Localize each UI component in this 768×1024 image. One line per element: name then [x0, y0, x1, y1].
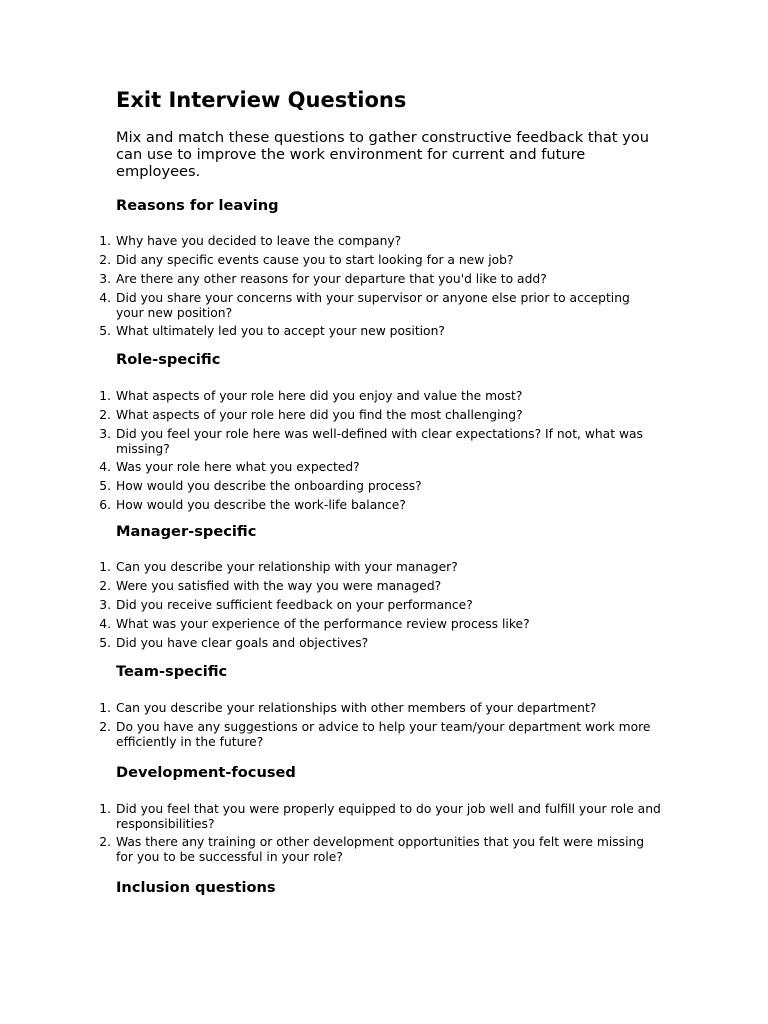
list-item — [99, 408, 661, 423]
list-item-number: 1. — [99, 802, 111, 816]
list-item-number: 1. — [99, 560, 111, 574]
list-item-number: 2. — [99, 253, 111, 267]
list-item-text: Do you have any suggestions or advice to help your team/your department work more efficiently in the future? — [116, 720, 651, 749]
list-item — [99, 598, 661, 613]
list-item — [99, 253, 661, 268]
section-heading-role-specific: Role-specific — [116, 351, 221, 368]
list-item-number: 1. — [99, 701, 111, 715]
list-item — [99, 802, 661, 832]
list-item — [99, 636, 661, 651]
list-item-number: 2. — [99, 579, 111, 593]
list-item-number: 3. — [99, 598, 111, 612]
section-heading-inclusion-questions: Inclusion questions — [116, 879, 276, 896]
list-item — [99, 427, 661, 457]
list-item-number: 4. — [99, 460, 111, 474]
list-item-text: Can you describe your relationship with your manager? — [116, 560, 458, 574]
list-item-text: How would you describe the onboarding process? — [116, 479, 422, 493]
list-item-number: 6. — [99, 498, 111, 512]
list-item — [99, 579, 661, 594]
question-list-manager-specific — [99, 560, 661, 651]
section-heading-development-focused: Development-focused — [116, 764, 296, 781]
list-item-number: 5. — [99, 636, 111, 650]
list-item — [99, 324, 661, 339]
list-item-text: Are there any other reasons for your departure that you'd like to add? — [116, 272, 547, 286]
list-item — [99, 272, 661, 287]
list-item-text: What was your experience of the performance review process like? — [116, 617, 530, 631]
list-item-number: 1. — [99, 389, 111, 403]
intro-paragraph: Mix and match these questions to gather constructive feedback that you can use to improve the work environment for current and future employees. — [116, 129, 649, 180]
list-item-text: How would you describe the work-life balance? — [116, 498, 406, 512]
list-item-text: Did you feel your role here was well-defined with clear expectations? If not, what was missing? — [116, 427, 643, 456]
list-item-text: Was your role here what you expected? — [116, 460, 360, 474]
list-item-text: Did you have clear goals and objectives? — [116, 636, 369, 650]
section-heading-manager-specific: Manager-specific — [116, 523, 257, 540]
list-item-number: 3. — [99, 272, 111, 286]
list-item — [99, 835, 661, 865]
list-item — [99, 460, 661, 475]
list-item — [99, 617, 661, 632]
list-item-number: 4. — [99, 617, 111, 631]
list-item — [99, 701, 661, 716]
list-item-text: Were you satisfied with the way you were managed? — [116, 579, 442, 593]
list-item — [99, 234, 661, 249]
list-item-number: 4. — [99, 291, 111, 305]
list-item-text: Did any specific events cause you to start looking for a new job? — [116, 253, 514, 267]
list-item — [99, 291, 661, 321]
list-item-number: 3. — [99, 427, 111, 441]
list-item — [99, 498, 661, 513]
list-item-text: What ultimately led you to accept your new position? — [116, 324, 445, 338]
list-item — [99, 560, 661, 575]
list-item-number: 2. — [99, 835, 111, 849]
list-item-text: What aspects of your role here did you find the most challenging? — [116, 408, 523, 422]
question-list-reasons-for-leaving — [99, 234, 661, 339]
list-item — [99, 389, 661, 404]
question-list-development-focused — [99, 802, 661, 865]
list-item-number: 5. — [99, 479, 111, 493]
list-item-number: 1. — [99, 234, 111, 248]
list-item-text: Was there any training or other development opportunities that you felt were missing for you to be successful in your role? — [116, 835, 645, 864]
section-heading-reasons-for-leaving: Reasons for leaving — [116, 197, 279, 214]
list-item-text: Did you receive sufficient feedback on your performance? — [116, 598, 473, 612]
list-item-text: What aspects of your role here did you enjoy and value the most? — [116, 389, 523, 403]
list-item-text: Did you feel that you were properly equipped to do your job well and fulfill your role and responsibilities? — [116, 802, 661, 831]
list-item-number: 5. — [99, 324, 111, 338]
list-item-text: Can you describe your relationships with other members of your department? — [116, 701, 597, 715]
list-item-number: 2. — [99, 408, 111, 422]
question-list-role-specific — [99, 389, 661, 513]
list-item — [99, 720, 661, 750]
document-title: Exit Interview Questions — [116, 88, 407, 112]
question-list-team-specific — [99, 701, 661, 750]
section-heading-team-specific: Team-specific — [116, 663, 228, 680]
list-item-text: Did you share your concerns with your supervisor or anyone else prior to accepting your new position? — [116, 291, 630, 320]
list-item — [99, 479, 661, 494]
list-item-text: Why have you decided to leave the company? — [116, 234, 402, 248]
list-item-number: 2. — [99, 720, 111, 734]
